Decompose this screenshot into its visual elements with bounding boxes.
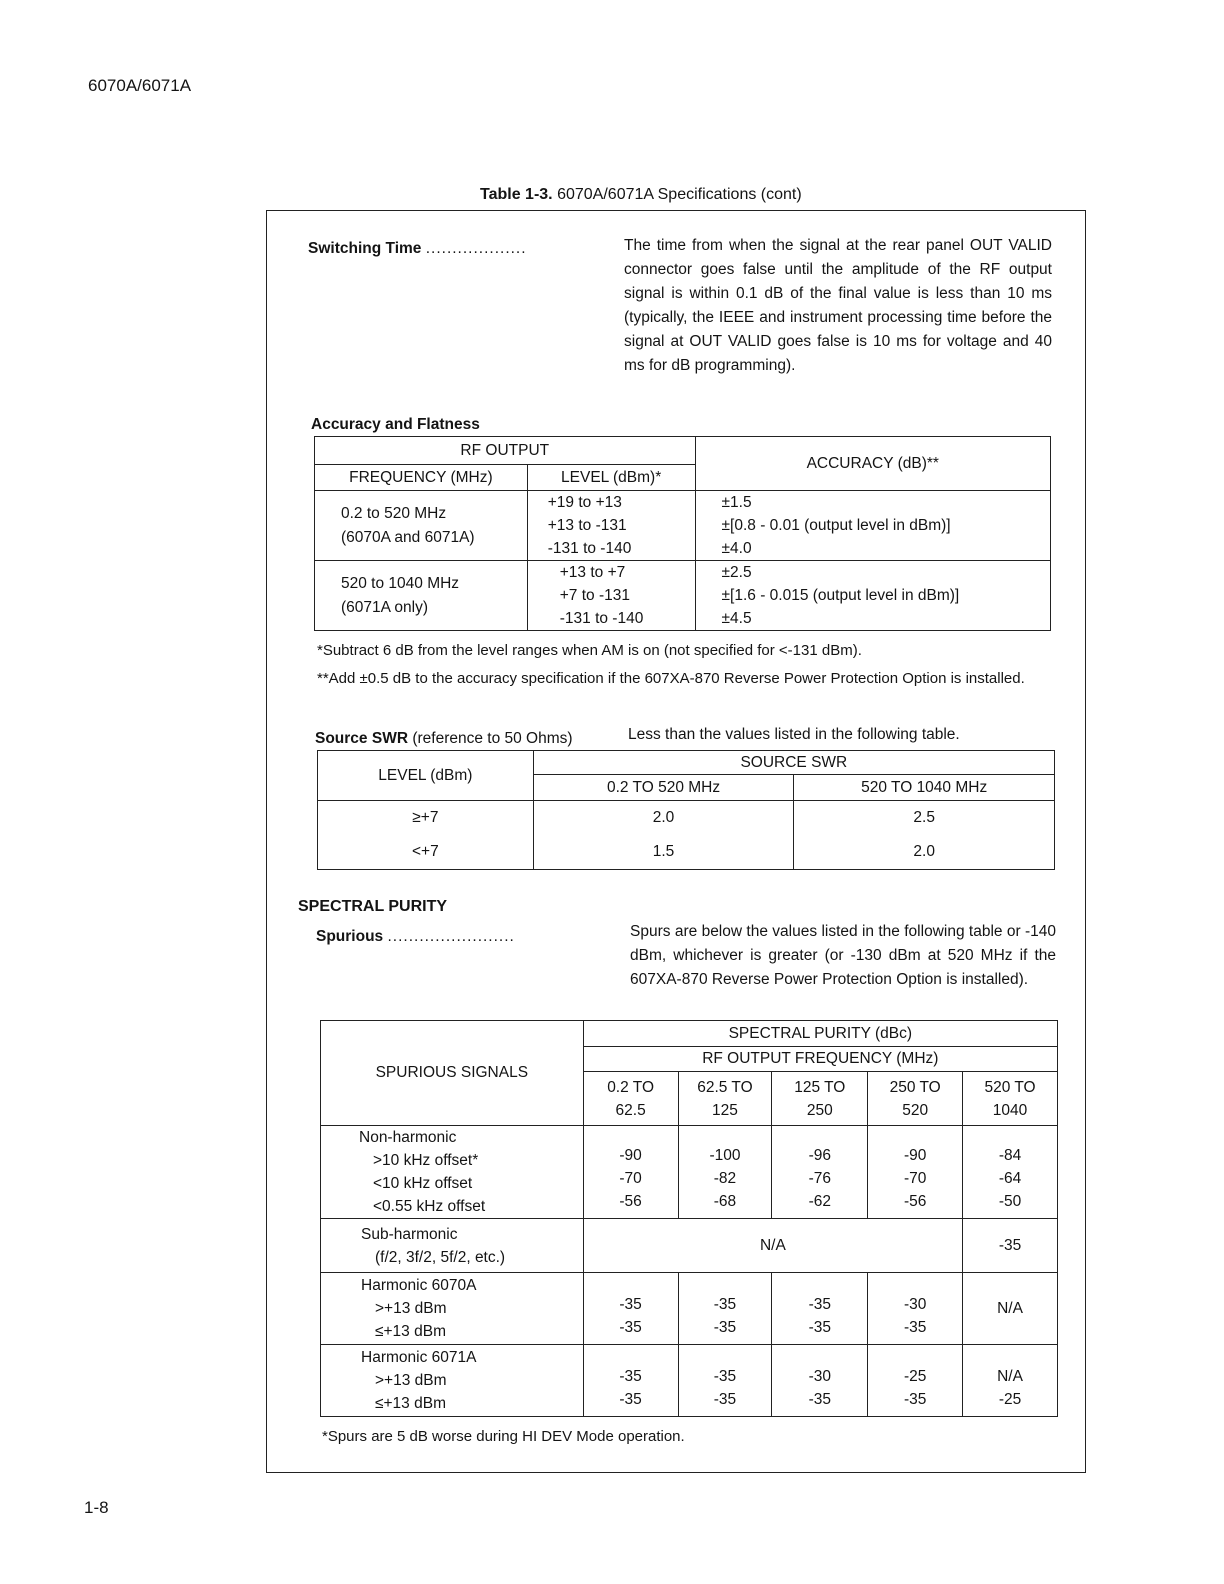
table-cell-value: -70: [903, 1170, 927, 1187]
hdr-frequency: FREQUENCY (MHz): [315, 465, 528, 491]
table-row: [315, 491, 1051, 561]
table-cell-value: -35: [619, 1319, 642, 1336]
table-cell: [963, 1126, 1058, 1219]
table-cell: [868, 1126, 963, 1219]
leader-dots: ........................: [387, 928, 515, 945]
table-cell: [772, 1345, 868, 1417]
subharmonic-label-cell: [321, 1219, 584, 1273]
table-cell-value: -90: [903, 1147, 927, 1164]
table-cell-value: -30: [903, 1296, 927, 1313]
table-cell-value: -35: [713, 1368, 737, 1385]
table-cell-value: -35: [713, 1296, 737, 1313]
table-cell: [533, 801, 794, 870]
table-cell-value: Harmonic 6070A: [361, 1277, 477, 1294]
swr-level-value: <+7: [411, 843, 439, 860]
table-title-number: Table 1-3.: [480, 186, 553, 203]
table-cell: [583, 1273, 678, 1345]
table-cell-value: ≤+13 dBm: [375, 1395, 446, 1412]
level-cell: [527, 491, 695, 561]
harmonic-6070-label-cell: [321, 1273, 584, 1345]
hdr-swr-level: LEVEL (dBm): [318, 751, 534, 801]
level-value: -131 to -140: [547, 540, 632, 557]
swr-value: 2.0: [913, 843, 935, 860]
band-header: [772, 1072, 868, 1126]
table-row: [321, 1345, 1058, 1417]
hdr-band-2: 520 TO 1040 MHz: [794, 775, 1055, 801]
table-cell-value: -100: [709, 1147, 741, 1164]
table-cell-value: Non-harmonic: [359, 1129, 457, 1146]
level-value: +13 to -131: [547, 517, 627, 534]
accuracy-value: ±4.0: [721, 540, 752, 557]
table-cell-value: -82: [713, 1170, 737, 1187]
table-cell: [678, 1345, 772, 1417]
level-value: -131 to -140: [559, 610, 644, 627]
band-header: [963, 1072, 1058, 1126]
table-row: [315, 561, 1051, 631]
table-cell-value: Sub-harmonic: [361, 1225, 458, 1243]
table-cell-value: -56: [619, 1193, 642, 1210]
freq-cell: [315, 491, 528, 561]
accuracy-cell: [695, 561, 1050, 631]
accuracy-value: ±2.5: [721, 564, 752, 581]
table-cell-value: -70: [619, 1170, 642, 1187]
table-cell-value: -30: [808, 1368, 832, 1385]
band-header: [678, 1072, 772, 1126]
table-cell-value: -35: [713, 1319, 737, 1336]
table-cell: [583, 1345, 678, 1417]
table-cell-value: 520: [902, 1101, 929, 1119]
table-cell: [678, 1273, 772, 1345]
table-cell-value: 62.5: [615, 1101, 646, 1119]
harmonic-6070-last: N/A: [963, 1273, 1058, 1345]
table-row: [321, 1273, 1058, 1345]
freq-cell: [315, 561, 528, 631]
swr-value: 2.5: [913, 809, 935, 826]
band-header: [868, 1072, 963, 1126]
subharmonic-na: N/A: [583, 1219, 962, 1273]
nonharmonic-label-cell: [321, 1126, 584, 1219]
swr-reference: (reference to 50 Ohms): [412, 730, 573, 747]
accuracy-cell: [695, 491, 1050, 561]
spectral-heading: SPECTRAL PURITY: [298, 898, 448, 915]
table-cell-value: 62.5 TO: [697, 1078, 753, 1096]
table-cell: [583, 1126, 678, 1219]
table-cell-value: -68: [713, 1193, 737, 1210]
table-cell-value: 250: [806, 1101, 833, 1119]
accuracy-value: ±[0.8 - 0.01 (output level in dBm)]: [721, 517, 951, 534]
switching-time-label: [308, 240, 527, 258]
accuracy-table: [314, 436, 1051, 631]
table-cell-value: >+13 dBm: [375, 1300, 447, 1317]
swr-value: 2.0: [652, 809, 675, 826]
table-cell-value: <10 kHz offset: [373, 1175, 473, 1192]
table-cell-value: -76: [808, 1170, 832, 1187]
table-cell-value: -84: [998, 1147, 1022, 1164]
table-cell-value: 0.2 TO: [607, 1078, 655, 1096]
swr-level-value: ≥+7: [412, 809, 439, 826]
table-cell-value: -64: [998, 1170, 1022, 1187]
table-cell: [963, 1345, 1058, 1417]
table-cell: [794, 801, 1055, 870]
table-cell: [772, 1126, 868, 1219]
hdr-rf-frequency: RF OUTPUT FREQUENCY (MHz): [583, 1047, 1057, 1072]
level-value: +13 to +7: [559, 564, 626, 581]
hdr-spectral-purity: SPECTRAL PURITY (dBc): [583, 1021, 1057, 1047]
spectral-note: *Spurs are 5 dB worse during HI DEV Mode operation.: [322, 1428, 685, 1445]
table-cell-value: N/A: [997, 1368, 1023, 1385]
table-cell-value: -35: [903, 1391, 927, 1408]
table-cell: [868, 1273, 963, 1345]
swr-heading: [315, 730, 573, 748]
table-cell-value: Harmonic 6071A: [361, 1349, 477, 1366]
table-cell-value: -56: [903, 1193, 927, 1210]
freq-models: (6071A only): [341, 598, 429, 616]
table-cell-value: -96: [808, 1147, 832, 1164]
swr-value: 1.5: [652, 843, 675, 860]
page-number: 1-8: [84, 1498, 109, 1517]
swr-label: Source SWR: [315, 730, 409, 747]
band-header: [583, 1072, 678, 1126]
table-cell-value: -35: [903, 1319, 927, 1336]
table-cell-value: -90: [619, 1147, 642, 1164]
table-cell-value: -25: [903, 1368, 927, 1385]
table-cell-value: 125: [712, 1101, 738, 1119]
swr-table: [317, 750, 1055, 870]
hdr-level: LEVEL (dBm)*: [527, 465, 695, 491]
table-cell: [318, 801, 534, 870]
level-cell: [527, 561, 695, 631]
model-header: 6070A/6071A: [88, 76, 192, 95]
table-cell-value: -35: [713, 1391, 737, 1408]
table-cell: [772, 1273, 868, 1345]
table-cell-value: -35: [808, 1319, 832, 1336]
table-row: [318, 801, 1055, 870]
switching-time-description: The time from when the signal at the rear panel OUT VALID connector goes false until the amplitude of the RF output signal is within 0.1 dB of the final value is less than 10 ms (typically, the IEEE and instrument processing time before the signal at OUT VALID goes false is 10 ms for voltage and 40 ms for dB programming).: [624, 237, 1052, 374]
hdr-spurious-signals: SPURIOUS SIGNALS: [321, 1021, 584, 1126]
table-title: [480, 186, 802, 204]
table-cell-value: 520 TO: [984, 1078, 1036, 1096]
table-title-text: 6070A/6071A Specifications (cont): [557, 186, 802, 203]
freq-range: 520 to 1040 MHz: [341, 574, 460, 592]
table-cell-value: <0.55 kHz offset: [373, 1198, 486, 1215]
table-cell: [678, 1126, 772, 1219]
hdr-source-swr: SOURCE SWR: [533, 751, 1054, 775]
hdr-accuracy: ACCURACY (dB)**: [695, 437, 1050, 491]
level-value: +19 to +13: [547, 494, 622, 511]
table-cell-value: 1040: [992, 1101, 1028, 1119]
accuracy-value: ±[1.6 - 0.015 (output level in dBm)]: [721, 587, 960, 604]
swr-description: Less than the values listed in the following table.: [628, 726, 960, 743]
table-cell-value: -35: [808, 1391, 832, 1408]
spurious-label: [316, 928, 515, 946]
table-cell-value: 125 TO: [794, 1078, 846, 1096]
accuracy-note-2: **Add ±0.5 dB to the accuracy specification if the 607XA-870 Reverse Power Protection Option is installed.: [317, 670, 1025, 687]
level-value: +7 to -131: [559, 587, 630, 604]
hdr-band-1: 0.2 TO 520 MHz: [533, 775, 794, 801]
table-row: [321, 1126, 1058, 1219]
harmonic-6071-label-cell: [321, 1345, 584, 1417]
hdr-rf-output: RF OUTPUT: [315, 437, 696, 465]
table-cell-value: (f/2, 3f/2, 5f/2, etc.): [375, 1248, 506, 1266]
table-cell-value: -35: [808, 1296, 832, 1313]
table-cell-value: -50: [998, 1193, 1022, 1210]
spectral-table: [320, 1020, 1058, 1417]
table-cell-value: >10 kHz offset*: [373, 1152, 479, 1169]
table-cell-value: >+13 dBm: [375, 1372, 447, 1389]
accuracy-value: ±4.5: [721, 610, 752, 627]
freq-range: 0.2 to 520 MHz: [341, 504, 447, 522]
table-cell-value: ≤+13 dBm: [375, 1323, 446, 1340]
spurious-label-text: Spurious: [316, 928, 384, 945]
freq-models: (6070A and 6071A): [341, 528, 475, 546]
table-cell-value: -35: [619, 1391, 642, 1408]
subharmonic-value: -35: [963, 1219, 1058, 1273]
table-cell-value: -25: [998, 1391, 1022, 1408]
switching-time-label-text: Switching Time: [308, 240, 422, 257]
table-cell-value: -62: [808, 1193, 832, 1210]
leader-dots: ...................: [425, 240, 527, 257]
accuracy-note-1: *Subtract 6 dB from the level ranges when AM is on (not specified for <-131 dBm).: [317, 642, 862, 659]
table-row: [321, 1219, 1058, 1273]
table-cell-value: 250 TO: [889, 1078, 941, 1096]
table-cell: [868, 1345, 963, 1417]
spurious-description: Spurs are below the values listed in the following table or -140 dBm, whichever is greater (or -130 dBm at 520 MHz if the 607XA-870 Reverse Power Protection Option is installed).: [630, 923, 1056, 988]
table-cell-value: -35: [619, 1296, 642, 1313]
accuracy-heading: Accuracy and Flatness: [311, 416, 480, 433]
accuracy-value: ±1.5: [721, 494, 752, 511]
table-cell-value: -35: [619, 1368, 642, 1385]
